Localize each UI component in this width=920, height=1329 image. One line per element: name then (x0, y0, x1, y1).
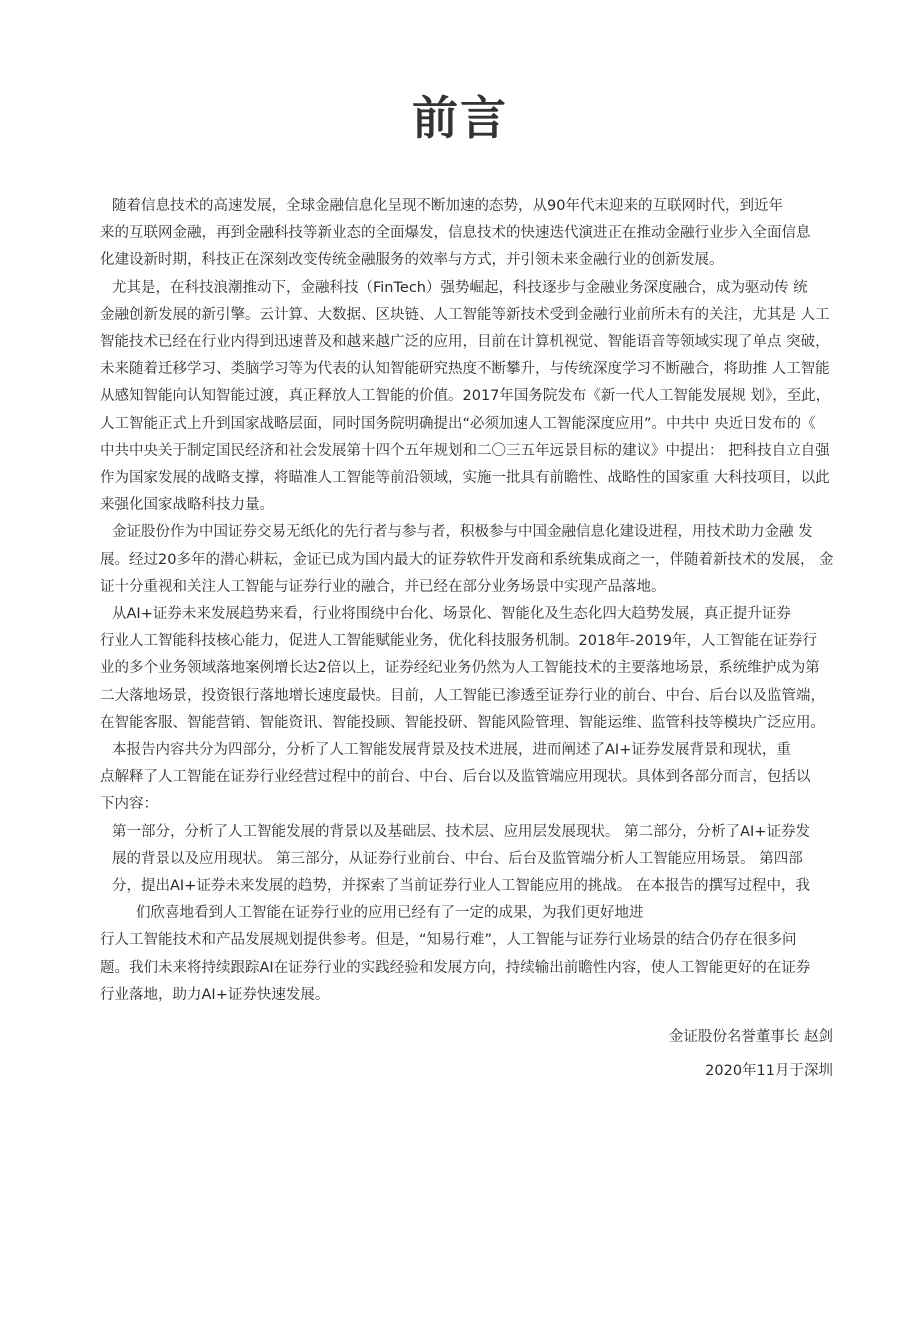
paragraph-line: 本报告内容共分为四部分，分析了人工智能发展背景及技术进展，进而阐述了AI+证券发展背景和现状，重 (112, 742, 791, 758)
paragraph-line: 题。我们未来将持续跟踪AI在证券行业的实践经验和发展方向，持续输出前瞻性内容，使人工智能更好的在证券 (100, 959, 811, 976)
paragraph-line: 作为国家发展的战略支撑，将瞄准人工智能等前沿领域，实施一批具有前瞻性、战略性的国家重 大科技项目，以此 (100, 470, 830, 486)
paragraph-line: 从AI+证券未来发展趋势来看，行业将围绕中台化、场景化、智能化及生态化四大趋势发展，真正提升证券 (112, 606, 791, 622)
paragraph-line: 展的背景以及应用现状。 第三部分，从证券行业前台、中台、后台及监管端分析人工智能应用场景。 第四部 (112, 850, 803, 867)
paragraph-line: 业的多个业务领域落地案例增长达2倍以上，证券经纪业务仍然为人工智能技术的主要落地场景，系统维护成为第 (100, 660, 820, 677)
paragraph-line: 随着信息技术的高速发展，全球金融信息化呈现不断加速的态势，从90年代末迎来的互联网时代，到近年 (112, 198, 783, 214)
paragraph-line: 们欣喜地看到人工智能在证券行业的应用已经有了一定的成果，为我们更好地进 (136, 905, 644, 922)
paragraph-line: 金融创新发展的新引擎。云计算、大数据、区块链、人工智能等新技术受到金融行业前所未有的关注，尤其是 人工 (100, 306, 830, 323)
paragraph-line: 智能技术已经在行业内得到迅速普及和越来越广泛的应用，目前在计算机视觉、智能语音等领域实现了单点 突破， (100, 334, 830, 350)
paragraph-line: 行业落地，助力AI+证券快速发展。 (100, 986, 330, 1003)
paragraph-line: 尤其是，在科技浪潮推动下，金融科技（FinTech）强势崛起，科技逐步与金融业务深度融合，成为驱动传 统 (112, 279, 808, 296)
paragraph-line: 来强化国家战略科技力量。 (100, 497, 274, 514)
paragraph-line: 证十分重视和关注人工智能与证券行业的融合，并已经在部分业务场景中实现产品落地。 (100, 578, 666, 595)
signature-date: 2020年11月于深圳 (705, 1063, 833, 1079)
paragraph-line: 中共中央关于制定国民经济和社会发展第十四个五年规划和二〇三五年远景目标的建议》中提出： 把科技自立自强 (100, 442, 830, 459)
paragraph-line: 分，提出AI+证券未来发展的趋势，并探索了当前证券行业人工智能应用的挑战。 在本报告的撰写过程中，我 (112, 878, 810, 894)
paragraph-line: 点解释了人工智能在证券行业经营过程中的前台、中台、后台以及监管端应用现状。具体到各部分而言，包括以 (100, 769, 811, 786)
page-title: 前言 (412, 91, 508, 145)
paragraph-line: 在智能客服、智能营销、智能资讯、智能投顾、智能投研、智能风险管理、智能运维、监管科技等模块广泛应用。 (100, 714, 825, 731)
paragraph-line: 未来随着迁移学习、类脑学习等为代表的认知智能研究热度不断攀升，与传统深度学习不断融合，将助推 人工智能 (100, 361, 830, 378)
paragraph-line: 化建设新时期，科技正在深刻改变传统金融服务的效率与方式，并引领未来金融行业的创新发展。 (100, 252, 724, 269)
paragraph-line: 行人工智能技术和产品发展规划提供参考。但是，“知易行难”，人工智能与证券行业场景的结合仍存在很多问 (100, 932, 797, 949)
paragraph-line: 行业人工智能科技核心能力，促进人工智能赋能业务，优化科技服务机制。2018年-2019年，人工智能在证券行 (100, 633, 818, 650)
paragraph-line: 来的互联网金融，再到金融科技等新业态的全面爆发，信息技术的快速迭代演进正在推动金融行业步入全面信息 (100, 225, 811, 242)
paragraph-line: 人工智能正式上升到国家战略层面，同时国务院明确提出“必须加速人工智能深度应用”。中共中 央近日发布的《 (100, 415, 816, 432)
paragraph-line: 金证股份作为中国证券交易无纸化的先行者与参与者，积极参与中国金融信息化建设进程，用技术助力金融 发 (112, 524, 813, 541)
paragraph-line: 第一部分，分析了人工智能发展的背景以及基础层、技术层、应用层发展现状。 第二部分，分析了AI+证券发 (112, 823, 810, 840)
paragraph-line: 从感知智能向认知智能过渡，真正释放人工智能的价值。2017年国务院发布《新一代人工智能发展规 划》，至此， (100, 388, 831, 405)
paragraph-line: 展。经过20多年的潜心耕耘，金证已成为国内最大的证券软件开发商和系统集成商之一，伴随着新技术的发展， 金 (100, 551, 834, 568)
paragraph-line: 二大落地场景，投资银行落地增长速度最快。目前，人工智能已渗透至证券行业的前台、中台、后台以及监管端， (100, 687, 825, 704)
paragraph-line: 下内容： (100, 796, 158, 813)
signature-name: 金证股份名誉董事长 赵剑 (668, 1029, 833, 1045)
